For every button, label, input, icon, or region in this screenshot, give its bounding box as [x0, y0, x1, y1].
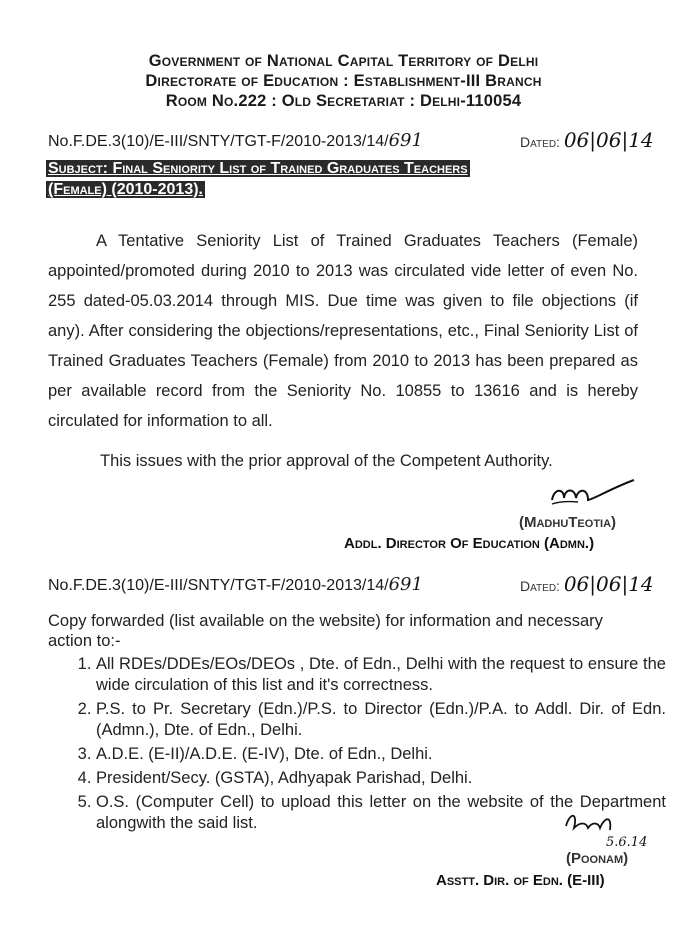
body-paragraph-1-text: A Tentative Seniority List of Trained Graduates Teachers (Female) appointed/promoted during 2010 to 2013 was circulated vide letter of even No. 255 dated-05.03.2014 through MIS. Due time was given to file objections (if any). After considering the objections/representations, etc., Final Seniority List of Trained Graduates Teachers (Female) from 2010 to 2013 has been prepared as per available record from the Seniority No. 10855 to 13616 and is hereby circulated for information to all. — [48, 232, 638, 430]
body-paragraph-1 — [48, 226, 638, 436]
handwritten-dispatch-no: 691 — [388, 130, 423, 151]
dated-label: Dated: — [520, 578, 560, 594]
signatory-2-designation: Asstt. Dir. of Edn. (E-III) — [436, 872, 605, 889]
list-item: 3. A.D.E. (E-II)/A.D.E. (E-IV), Dte. of Edn., Delhi. — [96, 744, 666, 765]
signatory-1-name: (MadhuTeotia) — [519, 514, 617, 531]
body-paragraph-2: This issues with the prior approval of the Competent Authority. — [100, 452, 553, 470]
list-item: 5. O.S. (Computer Cell) to upload this letter on the website of the Department alongwith the said list. — [96, 792, 666, 834]
list-item: 1. All RDEs/DDEs/EOs/DEOs , Dte. of Edn., Delhi with the request to ensure the wide circulation of this list and it's correctness. — [96, 654, 666, 696]
handwritten-date: 06|06|14 — [563, 128, 654, 152]
copy-forwarded-intro: Copy forwarded (list available on the website) for information and necessary action to:- — [48, 612, 603, 650]
reference-number-text: No.F.DE.3(10)/E-III/SNTY/TGT-F/2010-2013/14/ — [48, 577, 389, 594]
header-government: Government of National Capital Territory of Delhi — [148, 52, 539, 70]
dated-label: Dated: — [520, 134, 560, 150]
signature-2-date: 5.6.14 — [606, 835, 648, 850]
subject-text-2: (Female) (2010-2013). — [48, 181, 203, 198]
signature-1 — [548, 474, 638, 514]
handwritten-date: 06|06|14 — [563, 572, 654, 596]
reference-number-2 — [48, 574, 423, 595]
handwritten-dispatch-no: 691 — [388, 574, 423, 595]
list-item: 2. P.S. to Pr. Secretary (Edn.)/P.S. to Director (Edn.)/P.A. to Addl. Dir. of Edn. (Admn.), Dte. of Edn., Delhi. — [96, 699, 666, 741]
signature-2 — [560, 808, 650, 856]
dated-2 — [520, 572, 654, 596]
signatory-2-name: (Poonam) — [566, 850, 629, 867]
subject-text-1: Subject: Final Seniority List of Trained Graduates Teachers — [48, 160, 468, 177]
dated-1 — [520, 128, 654, 152]
reference-number-text: No.F.DE.3(10)/E-III/SNTY/TGT-F/2010-2013/14/ — [48, 133, 389, 150]
list-item: 4. President/Secy. (GSTA), Adhyapak Parishad, Delhi. — [96, 768, 666, 789]
header-directorate: Directorate of Education : Establishment-III Branch — [145, 72, 542, 90]
subject-line — [46, 158, 642, 200]
header-address: Room No.222 : Old Secretariat : Delhi-110054 — [165, 92, 522, 110]
signatory-1-designation: Addl. Director Of Education (Admn.) — [344, 535, 595, 552]
reference-number-1 — [48, 130, 423, 151]
